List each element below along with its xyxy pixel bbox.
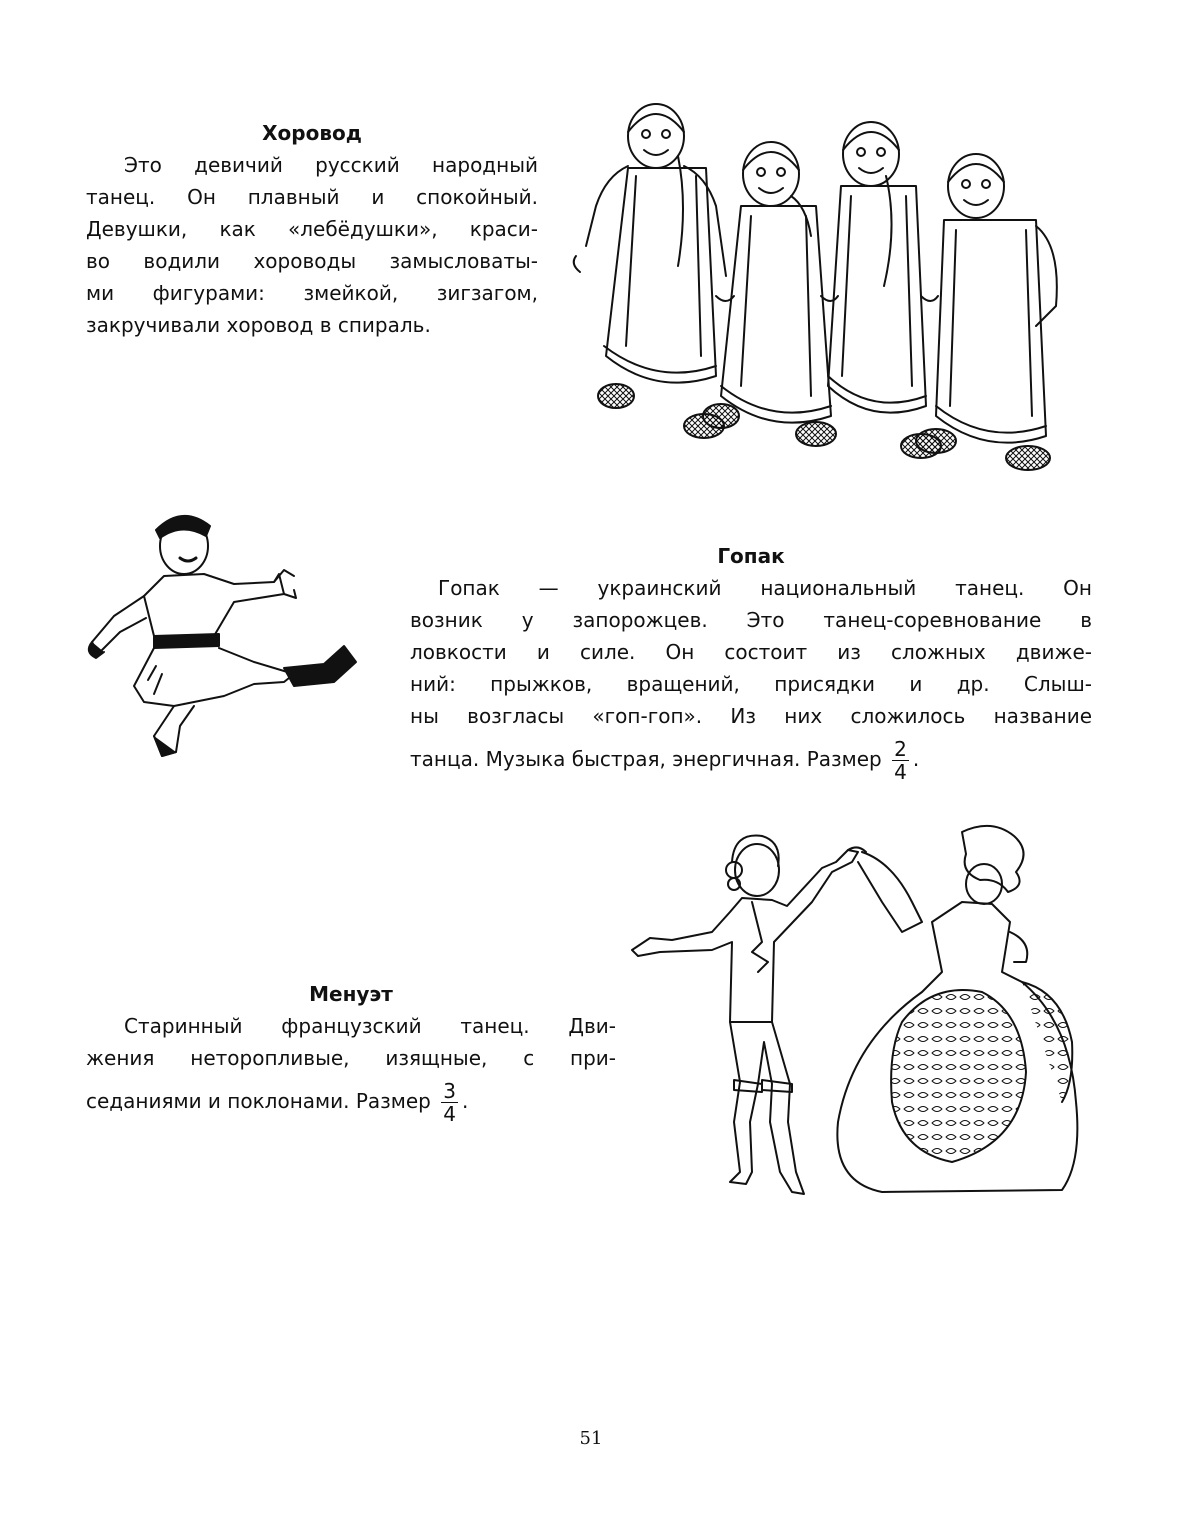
- gopak-meter-fraction: [892, 738, 909, 783]
- khorovod-illustration: [566, 96, 1086, 478]
- khorovod-line: во водили хороводы замысловаты-: [86, 249, 538, 273]
- khorovod-title: Хоровод: [262, 121, 362, 145]
- cossack-figure: [89, 516, 356, 756]
- menuet-meter-fraction: [441, 1080, 458, 1125]
- gopak-line: ний: прыжков, вращений, присядки и др. Слыш-: [410, 672, 1092, 696]
- khorovod-line: танец. Он плавный и спокойный.: [86, 185, 538, 209]
- menuet-last-line-text: седаниями и поклонами. Размер: [86, 1089, 431, 1113]
- menuet-illustration: [622, 822, 1082, 1206]
- girl-figure-1: [574, 104, 726, 438]
- gopak-title: Гопак: [717, 544, 785, 568]
- gopak-last-line: танца. Музыка быстрая, энергичная. Размер $\frac{2}{4}$ .: [410, 737, 920, 784]
- girl-figure-3: [828, 122, 941, 458]
- khorovod-line: Это девичий русский народный: [124, 153, 538, 177]
- menuet-line: Старинный французский танец. Дви-: [124, 1014, 616, 1038]
- khorovod-line: ми фигурами: змейкой, зигзагом,: [86, 281, 538, 305]
- gentleman-figure: [632, 836, 858, 1194]
- page-number: 51: [579, 1428, 603, 1449]
- gopak-last-line-text: танца. Музыка быстрая, энергичная. Размер: [410, 747, 882, 771]
- lady-figure: [837, 826, 1077, 1192]
- khorovod-text: [86, 149, 538, 341]
- gopak-text: [410, 572, 1092, 786]
- khorovod-line: закручивали хоровод в спираль.: [86, 313, 431, 337]
- menuet-text: [86, 1010, 616, 1128]
- menuet-last-line: седаниями и поклонами. Размер $\frac{3}{4}$ .: [86, 1079, 469, 1126]
- girl-figure-4: [916, 154, 1057, 470]
- gopak-meter-denominator: 4: [894, 760, 907, 784]
- menuet-meter-numerator: 3: [443, 1079, 456, 1103]
- gopak-illustration: [84, 506, 384, 764]
- gopak-line: ловкости и силе. Он состоит из сложных движе-: [410, 640, 1092, 664]
- gopak-meter-numerator: 2: [894, 737, 907, 761]
- khorovod-line: Девушки, как «лебёдушки», краси-: [86, 217, 538, 241]
- menuet-line: жения неторопливые, изящные, с при-: [86, 1046, 616, 1070]
- gopak-line: возник у запорожцев. Это танец-соревнование в: [410, 608, 1092, 632]
- gopak-line: ны возгласы «гоп-гоп». Из них сложилось название: [410, 704, 1092, 728]
- menuet-meter-denominator: 4: [443, 1102, 456, 1126]
- menuet-title: Менуэт: [309, 982, 393, 1006]
- gopak-line: Гопак — украинский национальный танец. Он: [438, 576, 1092, 600]
- girl-figure-2: [703, 142, 836, 446]
